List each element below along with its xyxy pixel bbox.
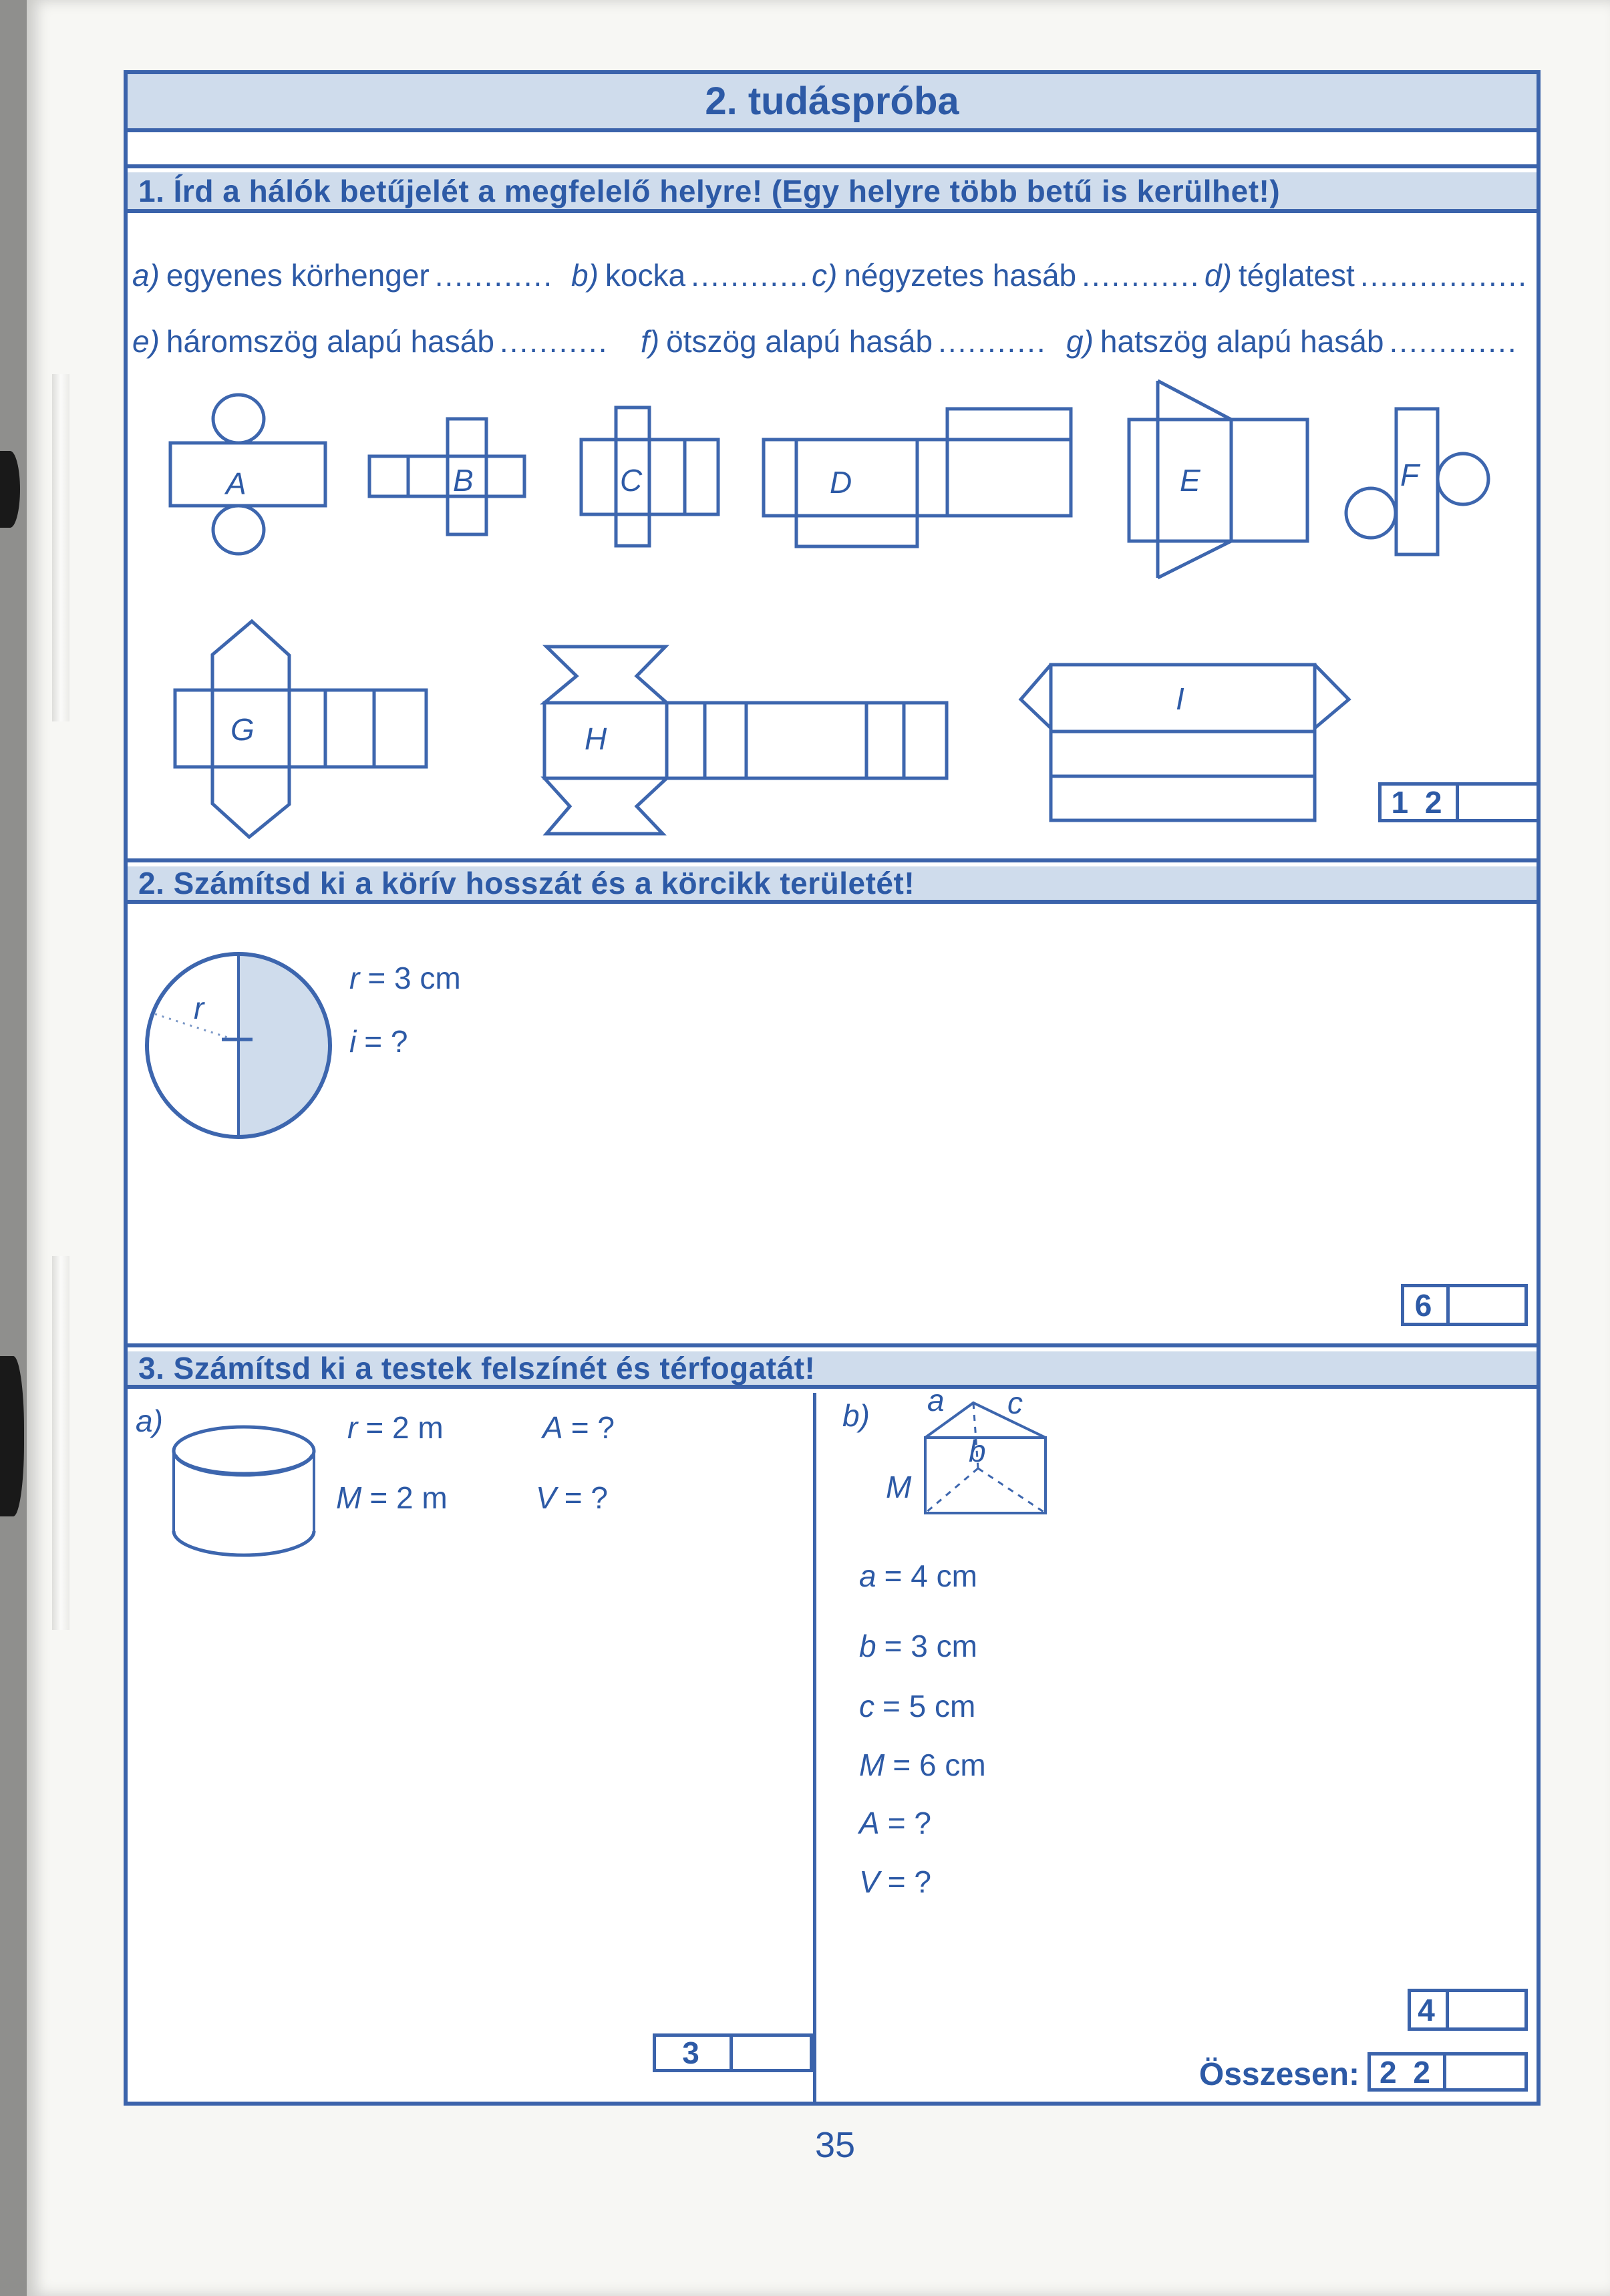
task3a-label: a) <box>136 1404 163 1438</box>
task3-header-text: 3. Számítsd ki a testek felszínét és térfogatát! <box>138 1351 816 1385</box>
var: V <box>536 1480 556 1515</box>
item-letter: d) <box>1204 258 1232 293</box>
net-f-label: F <box>1400 458 1420 492</box>
cylinder-figure <box>174 1427 314 1555</box>
var: M <box>336 1480 362 1515</box>
var: r <box>349 961 360 995</box>
score-empty-cell[interactable] <box>1446 2052 1528 2092</box>
task1-header-text: 1. Írd a hálók betűjelét a megfelelő helyre! (Egy helyre több betű is kerülhet!) <box>138 173 1281 208</box>
score-box-task1 <box>1378 782 1540 822</box>
item-text: kocka <box>605 258 686 293</box>
var: A <box>542 1410 563 1445</box>
task3a-area <box>542 1410 615 1446</box>
score-empty-cell[interactable] <box>733 2033 813 2072</box>
item-letter: f) <box>641 324 660 359</box>
value: = 3 cm <box>884 1629 977 1663</box>
task3a-volume <box>536 1480 608 1516</box>
net-pentagonal-prism-g <box>175 621 426 837</box>
net-d-label: D <box>830 465 852 500</box>
score-box-task3a <box>653 2033 813 2072</box>
value: = ? <box>887 1806 931 1840</box>
total-label: Összesen: <box>1198 2057 1359 2092</box>
item-letter: g) <box>1066 324 1094 359</box>
net-e-label: E <box>1180 463 1200 498</box>
score-value-cell <box>653 2033 733 2072</box>
value: = 6 cm <box>893 1748 986 1782</box>
item-text: téglatest <box>1238 258 1355 293</box>
score-box-total <box>1367 2052 1528 2092</box>
var: A <box>859 1806 880 1840</box>
task1-score: 1 2 <box>1391 785 1446 820</box>
net-cylinder-f <box>1346 409 1488 554</box>
score-empty-cell[interactable] <box>1450 1284 1528 1326</box>
task2-question <box>349 1023 408 1059</box>
score-box-task3b <box>1408 1989 1528 2031</box>
net-triangular-prism-i <box>1021 665 1349 820</box>
task3a-r <box>347 1410 444 1446</box>
item-text: háromszög alapú hasáb <box>166 324 494 359</box>
value: = 3 cm <box>367 961 461 995</box>
net-square-prism-c <box>581 407 718 546</box>
value: = ? <box>571 1410 615 1445</box>
total-score: 2 2 <box>1380 2054 1434 2090</box>
task3a-height <box>336 1480 448 1516</box>
task2-header-text: 2. Számítsd ki a körív hosszát és a körcikk területét! <box>138 866 915 900</box>
radius-label: r <box>194 991 204 1025</box>
answer-blank[interactable]: ............ <box>1082 258 1200 293</box>
task3b-value-b <box>859 1628 977 1664</box>
page-title: 2. tudáspróba <box>705 79 959 123</box>
var: c <box>859 1689 874 1724</box>
task3b-value-a <box>859 1558 977 1594</box>
net-cylinder-a <box>170 395 325 554</box>
score-empty-cell[interactable] <box>1459 782 1540 822</box>
var: a <box>859 1559 876 1593</box>
score-value-cell <box>1367 2052 1446 2092</box>
var: r <box>347 1410 358 1445</box>
value: = 4 cm <box>884 1559 977 1593</box>
item-text: hatszög alapú hasáb <box>1100 324 1384 359</box>
answer-blank[interactable]: ............ <box>434 258 554 293</box>
task2-score: 6 <box>1414 1287 1436 1323</box>
value: = 2 m <box>369 1480 448 1515</box>
net-c-label: C <box>620 463 643 498</box>
prism-figure <box>886 1383 1045 1513</box>
net-triangular-prism-e <box>1129 381 1307 578</box>
task3b-value-m <box>859 1747 986 1783</box>
score-box-task2 <box>1401 1284 1528 1326</box>
task3a-score: 3 <box>682 2035 703 2070</box>
answer-blank[interactable]: ................. <box>1359 258 1528 293</box>
net-hexagonal-prism-h <box>544 647 947 834</box>
value: = ? <box>364 1024 408 1059</box>
item-letter: e) <box>132 324 160 359</box>
item-text: négyzetes hasáb <box>844 258 1077 293</box>
net-h-label: H <box>585 721 607 756</box>
prism-edge-c-label: c <box>1007 1385 1023 1420</box>
net-box-d <box>764 409 1071 546</box>
answer-blank[interactable]: ............. <box>1389 324 1518 359</box>
task3b-volume <box>859 1864 931 1900</box>
prism-height-m-label: M <box>886 1470 912 1504</box>
score-empty-cell[interactable] <box>1449 1989 1528 2031</box>
var: i <box>349 1024 357 1059</box>
task3b-label: b) <box>842 1398 870 1433</box>
net-cube-b <box>369 419 524 534</box>
net-a-label: A <box>226 466 247 501</box>
score-value-cell <box>1378 782 1459 822</box>
net-b-label: B <box>453 463 474 498</box>
var: V <box>859 1864 880 1899</box>
prism-edge-a-label: a <box>927 1383 945 1418</box>
page-number: 35 <box>814 2125 856 2165</box>
value: = ? <box>564 1480 608 1515</box>
item-letter: b) <box>571 258 599 293</box>
net-i-label: I <box>1176 681 1184 716</box>
var: M <box>859 1748 885 1782</box>
score-value-cell <box>1408 1989 1449 2031</box>
answer-blank[interactable]: ........... <box>499 324 609 359</box>
circle-sector-figure <box>147 954 330 1137</box>
item-text: ötszög alapú hasáb <box>666 324 933 359</box>
item-letter: c) <box>812 258 838 293</box>
net-g-label: G <box>230 712 255 747</box>
value: = ? <box>887 1864 931 1899</box>
item-text: egyenes körhenger <box>166 258 430 293</box>
task3b-score: 4 <box>1418 1992 1439 2027</box>
answer-blank[interactable]: ........... <box>938 324 1047 359</box>
score-value-cell <box>1401 1284 1450 1326</box>
value: = 2 m <box>365 1410 444 1445</box>
task3b-area <box>859 1805 931 1841</box>
var: b <box>859 1629 876 1663</box>
prism-edge-b-label: b <box>969 1434 986 1468</box>
answer-blank[interactable]: ............ <box>691 258 810 293</box>
task3b-value-c <box>859 1688 975 1724</box>
item-letter: a) <box>132 258 160 293</box>
task2-given <box>349 960 461 996</box>
value: = 5 cm <box>882 1689 976 1724</box>
